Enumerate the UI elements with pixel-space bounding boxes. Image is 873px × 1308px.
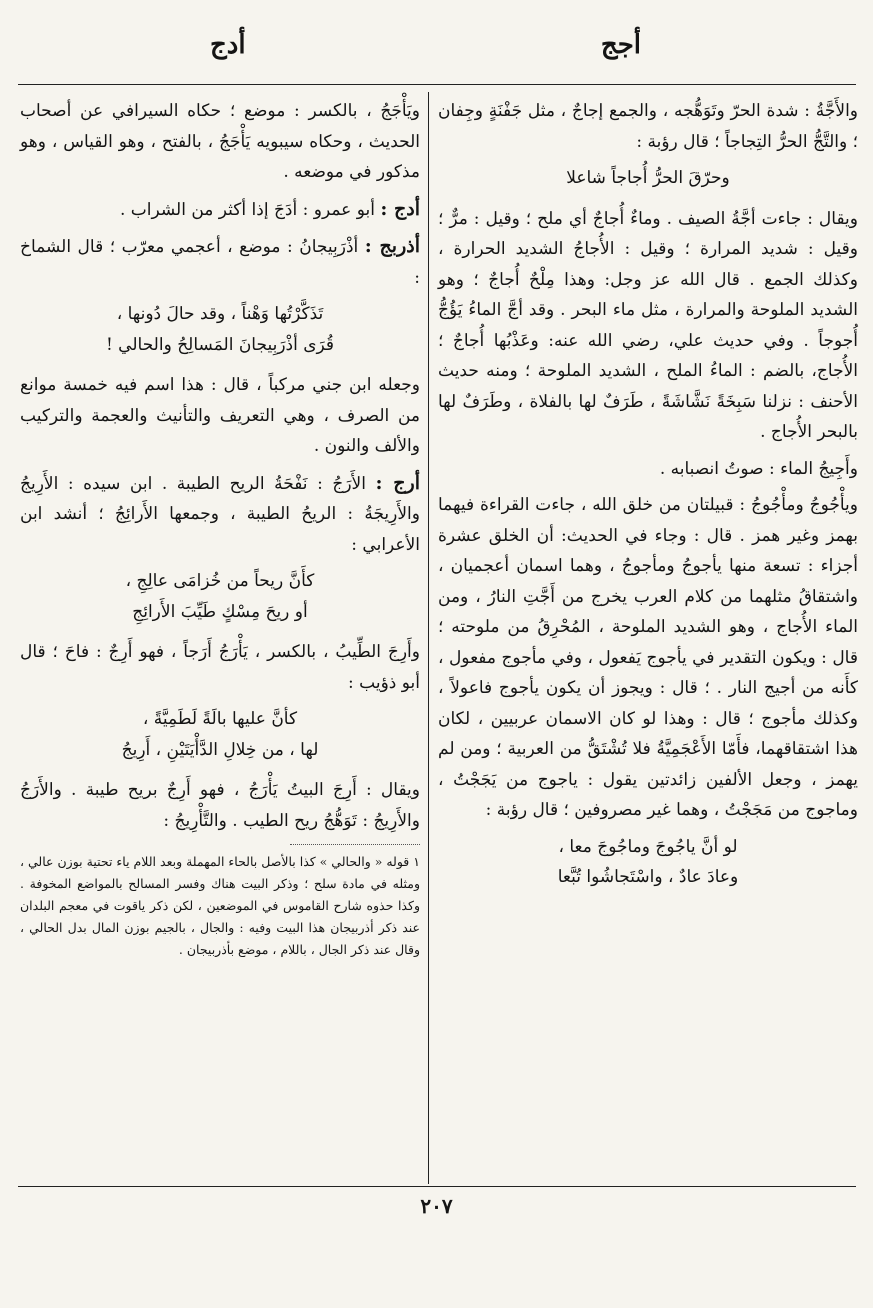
entry-arj <box>20 468 420 561</box>
page-number: ٢٠٧ <box>420 1194 453 1218</box>
verse-line: أو ريحَ مِسْكٍ طَيِّبَ الأَرائِجِ <box>132 601 308 622</box>
verse <box>438 832 858 893</box>
paragraph: وجعله ابن جني مركباً ، قال : هذا اسم فيه خمسة موانع من الصرف ، وهي التعريف والتأنيث والعجمة والتركيب والألف والنون . <box>20 375 420 456</box>
paragraph: وأَجِيجُ الماء : صوتُ انصبابه . <box>659 458 858 479</box>
verse-line: تَذَكَّرْتُها وَهْناً ، وقد حالَ دُونها ، <box>116 304 324 324</box>
verse-line: كأنَّ عليها بالَةً لَطَمِيَّةً ، <box>142 709 298 729</box>
left-column <box>20 96 420 967</box>
paragraph: ويقال : أَرِجَ البيتُ يَأْرَجُ ، فهو أَرِجٌ بريح طيبة . والأَرَجُ والأَرِيجُ : تَوَهُّجُ ريح الطيب . والتَّأْرِيجُ : <box>20 780 420 831</box>
footnote: ١ قوله « والحالي » كذا بالأصل بالحاء المهملة وبعد اللام ياء تحتية بوزن عالي ، ومثله في مادة سلح ؛ وذكر البيت هناك وفسر المسالح بالمواضع المخوفة . وكذا حذوه شارح القاموس في الموضعين ، لكن ذكر ياقوت في معجم البلدان عند ذكر أذربيجان هذا البيت وفيه : والجال ، بالجيم بوزن المال بدل الحالي ، وقال عند ذكر الجال ، باللام ، موضع بأذربيجان . <box>20 854 420 957</box>
verse-line: كأَنَّ ريحاً من خُزامَى عالِجِ ، <box>125 571 315 591</box>
verse-line: قُرَى أذْرَبِيجانَ المَسالِحُ والحالي ! <box>105 334 335 355</box>
column-divider <box>428 92 429 1184</box>
verse-line: لو أنَّ ياجُوجَ وماجُوجَ معا ، <box>558 836 738 857</box>
entry-adj <box>20 194 420 226</box>
entry-headword: أذربج : <box>364 235 420 257</box>
paragraph: ويَأْجَجُ ، بالكسر : موضع ؛ حكاه السيرافي عن أصحاب الحديث ، وحكاه سيبويه يَأْجَجُ ، بالفتح ، وهو القياس ، وهو مذكور في موضعه . <box>20 101 420 182</box>
entry-adhrbj <box>20 231 420 293</box>
verse <box>438 163 858 194</box>
verse <box>20 299 420 360</box>
paragraph: ويأْجُوجُ ومأْجُوجُ : قبيلتان من خلق الله ، جاءت القراءة فيهما بهمز وغير همز . قال : وجاء في الحديث: أن الخلق عشرة أجزاء : تسعة منها يأجوجُ ومأجوجُ ، وهما اسمان أعجميان ، واشتقاقُ مثلهما من كلام العرب يخرج من أَجَّتِ النارُ ، ومن الماء الأُجاج ، وهو الشديد الملوحة ، المُحْرِقُ من ملوحته ؛ قال : ويكون التقدير في يأجوج يَفعول ، وفي مأجوج مفعول ، كأَنه من أجيج النار . ؛ قال : ويجوز أن يكون يأجوج فاعولاً ، وكذلك مأجوج ؛ قال : وهذا لو كان الاسمان عربيين ، لكان هذا اشتقاقهما، فأَمّا الأَعْجَمِيَّةُ فلا تُشْتَقُّ من العربية ؛ ومن لم يهمز ، وجعل الألفين زائدتين يقول : ياجوج من يَجَجْتُ ، وماجوج من مَجَجْتُ ، وهما غير مصروفين ؛ قال رؤبة : <box>438 495 858 820</box>
footnote-separator <box>290 844 420 845</box>
left-column-header: أدج <box>210 30 246 60</box>
paragraph: وأَرِجَ الطِّيبُ ، بالكسر ، يَأْرَجُ أَرَجاً ، فهو أَرِجٌ : فاحَ ؛ قال أبو ذؤيب : <box>20 642 420 693</box>
paragraph: والأَجَّةُ : شدة الحرّ وتَوَهُّجه ، والجمع إجاجٌ ، مثل جَفْنَةٍ وجِفان ؛ والتَّجُّ الحرُّ التِجاجاً ؛ قال رؤبة : <box>438 101 858 152</box>
right-column <box>438 96 858 903</box>
footer-rule <box>18 1186 856 1187</box>
entry-text: أبو عمرو : أدَجَ إذا أكثر من الشراب . <box>119 199 375 220</box>
verse-line: لها ، من خِلالِ الدَّأْيَتَيْنِ ، أَرِيجُ <box>121 739 319 760</box>
verse-line: وحرّقَ الحرُّ أُجاجاً شاعلا <box>566 168 730 188</box>
entry-headword: أرج : <box>375 471 421 494</box>
paragraph: ويقال : جاءت أجَّةُ الصيف . وماءٌ أُجاجٌ أي ملح ؛ وقيل : مرٌّ ؛ وقيل : شديد المرارة ؛ وقيل : الأُجاجُ الشديد الحرارة ، وكذلك الجمع . قال الله عز وجل: وهذا مِلْحٌ أُجاجٌ ؛ وهو الشديد الملوحة والمرارة ، مثل ماء البحر . وقد أجَّ الماءُ يَؤُجُّ أُجوجاً . وفي حديث علي، رضي الله عنه: وعَذْبُها أُجاجٌ ؛ الأُجاج، بالضم : الماءُ الملح ، الشديد الملوحة ؛ ومنه حديث الأحنف : نزلنا سَبِخَةً نَشَّاشَةً ، طَرَفٌ لها بالفلاة ، وطَرَفٌ لها بالبحر الأُجاج . <box>438 208 858 442</box>
verse <box>20 566 420 627</box>
entry-headword: أدج : <box>380 197 420 220</box>
header-rule <box>18 84 856 85</box>
entry-text: الأَرَجُ : نَفْحَةُ الريح الطيبة . ابن سيده : الأَرِيجُ والأَرِيجَةُ : الريحُ الطيبة ، وجمعها الأَرائِجُ ؛ أنشد ابن الأعرابي : <box>20 473 420 555</box>
right-column-header: أجج <box>600 30 641 60</box>
verse-line: وعادَ عادٌ ، واسْتَجاشُوا تُبَّعا <box>557 867 739 887</box>
verse <box>20 704 420 765</box>
entry-text: أذْرَبِيجانُ : موضع ، أعجمي معرّب ؛ قال الشماخ : <box>20 237 420 288</box>
